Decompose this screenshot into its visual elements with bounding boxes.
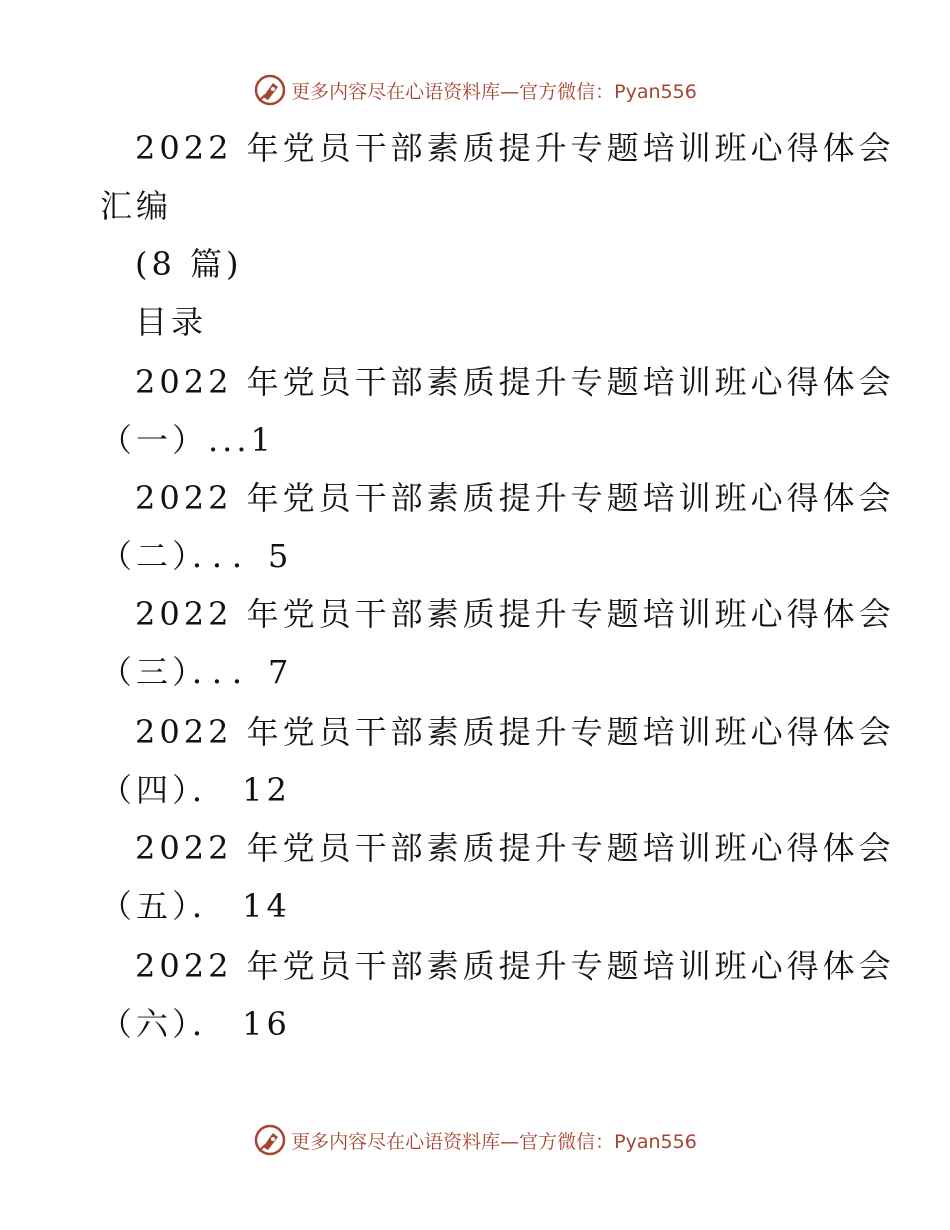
header-banner-text: 更多内容尽在心语资料库—官方微信：Pyan556	[291, 80, 697, 103]
pen-nib-logo-icon	[253, 73, 287, 107]
toc-item-title: 2022 年党员干部素质提升专题培训班心得体会	[135, 829, 895, 867]
header-banner	[0, 70, 950, 110]
document-title-line1: 2022 年党员干部素质提升专题培训班心得体会	[135, 129, 895, 167]
toc-item-title: 2022 年党员干部素质提升专题培训班心得体会	[135, 479, 895, 517]
footer-banner	[0, 1120, 950, 1160]
footer-banner-text: 更多内容尽在心语资料库—官方微信：Pyan556	[291, 1130, 697, 1153]
document-count: (8 篇)	[135, 245, 243, 283]
toc-item-entry: （六）． 16	[100, 1005, 291, 1043]
toc-item-title: 2022 年党员干部素质提升专题培训班心得体会	[135, 363, 895, 401]
toc-heading: 目录	[135, 303, 208, 341]
toc-item-entry: （五）． 14	[100, 887, 291, 925]
pen-nib-logo-icon	[253, 1123, 287, 1157]
toc-item-entry: （三）．．．7	[100, 653, 293, 691]
toc-item-title: 2022 年党员干部素质提升专题培训班心得体会	[135, 595, 895, 633]
toc-item-title: 2022 年党员干部素质提升专题培训班心得体会	[135, 713, 895, 751]
toc-item-title: 2022 年党员干部素质提升专题培训班心得体会	[135, 947, 895, 985]
toc-item-entry: （二）．．．5	[100, 537, 293, 575]
toc-item-entry: （四）． 12	[100, 771, 291, 809]
document-title-line2: 汇编	[100, 187, 173, 225]
toc-item-entry: （一）...1	[100, 421, 275, 459]
